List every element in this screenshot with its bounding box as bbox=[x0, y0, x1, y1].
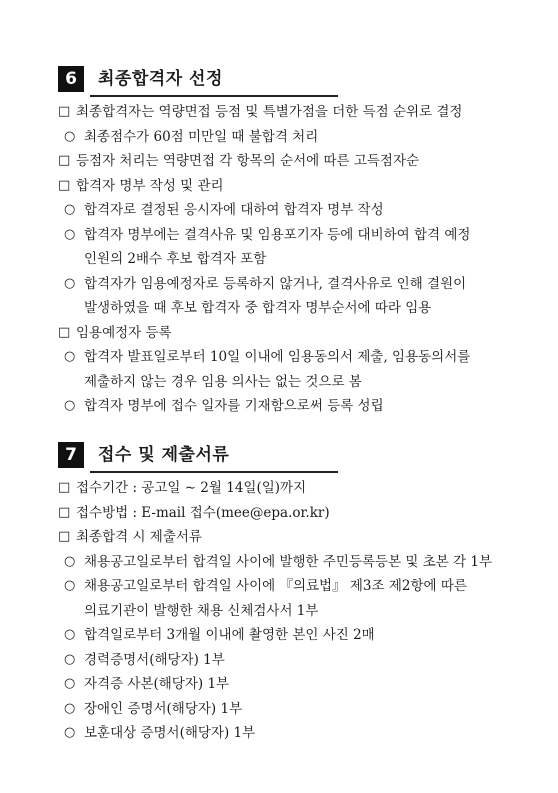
bullet-item bbox=[58, 394, 528, 419]
bullet-item bbox=[58, 721, 528, 746]
bullet-item bbox=[58, 550, 528, 575]
circle-bullet-icon: ○ bbox=[64, 128, 76, 144]
item-text: 최종점수가 60점 미만일 때 불합격 처리 bbox=[84, 128, 319, 145]
circle-bullet-icon: ○ bbox=[64, 578, 76, 593]
section-7-heading bbox=[58, 442, 528, 472]
square-bullet-icon: □ bbox=[58, 153, 71, 168]
bullet-item bbox=[58, 198, 528, 223]
item-text: 합격자 명부에 접수 일자를 기재함으로써 등록 성립 bbox=[84, 398, 384, 414]
circle-bullet-icon: ○ bbox=[64, 627, 76, 642]
item-text: 최종합격자는 역량면접 등점 및 특별가점을 더한 득점 순위로 결정 bbox=[76, 104, 463, 120]
item-text: 경력증명서(해당자) 1부 bbox=[84, 651, 225, 668]
checklist-item bbox=[58, 174, 528, 199]
square-bullet-icon: □ bbox=[58, 504, 71, 520]
section-7 bbox=[58, 442, 528, 741]
section-7-number-badge: 7 bbox=[58, 442, 84, 468]
square-bullet-icon: □ bbox=[58, 104, 71, 119]
item-text: 합격자 발표일로부터 10일 이내에 임용동의서 제출, 임용동의서를 bbox=[84, 349, 471, 365]
bullet-item bbox=[58, 574, 528, 599]
bullet-item bbox=[58, 345, 528, 370]
circle-bullet-icon: ○ bbox=[64, 725, 76, 740]
section-6 bbox=[58, 66, 528, 414]
item-text: 최종합격 시 제출서류 bbox=[76, 529, 202, 545]
item-text: 의료기관이 발행한 채용 신체검사서 1부 bbox=[84, 602, 319, 619]
section-6-number-badge: 6 bbox=[58, 66, 84, 92]
section-6-items bbox=[58, 100, 528, 419]
item-text: 합격일로부터 3개월 이내에 촬영한 본인 사진 2매 bbox=[84, 627, 375, 643]
circle-bullet-icon: ○ bbox=[64, 202, 76, 217]
item-text: 합격자 명부 작성 및 관리 bbox=[76, 177, 224, 194]
square-bullet-icon: □ bbox=[58, 529, 71, 544]
item-text: 제출하지 않는 경우 임용 의사는 없는 것으로 봄 bbox=[84, 373, 362, 390]
item-text: 합격자로 결정된 응시자에 대하여 합격자 명부 작성 bbox=[84, 202, 384, 218]
section-7-title: 접수 및 제출서류 bbox=[98, 445, 230, 465]
bullet-item bbox=[58, 672, 528, 697]
square-bullet-icon: □ bbox=[58, 324, 71, 340]
bullet-item bbox=[58, 623, 528, 648]
list-item-continuation bbox=[58, 247, 528, 272]
item-text: 채용공고일로부터 합격일 사이에 『의료법』 제3조 제2항에 따른 bbox=[84, 578, 467, 594]
list-item-continuation bbox=[58, 296, 528, 321]
section-7-underline bbox=[90, 471, 338, 473]
bullet-item bbox=[58, 125, 528, 150]
circle-bullet-icon: ○ bbox=[64, 226, 76, 242]
circle-bullet-icon: ○ bbox=[64, 398, 76, 413]
circle-bullet-icon: ○ bbox=[64, 700, 76, 716]
circle-bullet-icon: ○ bbox=[64, 349, 76, 364]
checklist-item bbox=[58, 100, 528, 125]
square-bullet-icon: □ bbox=[58, 480, 71, 495]
section-6-title: 최종합격자 선정 bbox=[98, 69, 223, 89]
square-bullet-icon: □ bbox=[58, 177, 71, 193]
circle-bullet-icon: ○ bbox=[64, 275, 76, 291]
section-6-heading bbox=[58, 66, 528, 96]
checklist-item bbox=[58, 525, 528, 550]
item-text: 접수방법 : E-mail 접수(mee@epa.or.kr) bbox=[76, 504, 330, 521]
list-item-continuation bbox=[58, 599, 528, 624]
item-text: 장애인 증명서(해당자) 1부 bbox=[84, 700, 243, 717]
circle-bullet-icon: ○ bbox=[64, 676, 76, 691]
checklist-item bbox=[58, 321, 528, 346]
checklist-item bbox=[58, 149, 528, 174]
checklist-item bbox=[58, 476, 528, 501]
list-item-continuation bbox=[58, 370, 528, 395]
item-text: 자격증 사본(해당자) 1부 bbox=[84, 676, 230, 692]
bullet-item bbox=[58, 223, 528, 248]
circle-bullet-icon: ○ bbox=[64, 651, 76, 667]
bullet-item bbox=[58, 648, 528, 673]
item-text: 합격자 명부에는 결격사유 및 임용포기자 등에 대비하여 합격 예정 bbox=[84, 226, 471, 243]
item-text: 임용예정자 등록 bbox=[76, 324, 172, 341]
item-text: 등점자 처리는 역량면접 각 항목의 순서에 따른 고득점자순 bbox=[76, 153, 420, 169]
bullet-item bbox=[58, 697, 528, 722]
checklist-item bbox=[58, 501, 528, 526]
item-text: 인원의 2배수 후보 합격자 포함 bbox=[84, 251, 267, 267]
section-6-underline bbox=[90, 95, 338, 97]
section-7-items bbox=[58, 476, 528, 746]
item-text: 보훈대상 증명서(해당자) 1부 bbox=[84, 725, 256, 741]
circle-bullet-icon: ○ bbox=[64, 553, 76, 569]
item-text: 접수기간 : 공고일 ∼ 2월 14일(일)까지 bbox=[76, 480, 307, 496]
item-text: 채용공고일로부터 합격일 사이에 발행한 주민등록등본 및 초본 각 1부 bbox=[84, 553, 493, 570]
bullet-item bbox=[58, 272, 528, 297]
item-text: 발생하였을 때 후보 합격자 중 합격자 명부순서에 따라 임용 bbox=[84, 300, 432, 316]
item-text: 합격자가 임용예정자로 등록하지 않거나, 결격사유로 인해 결원이 bbox=[84, 275, 467, 292]
